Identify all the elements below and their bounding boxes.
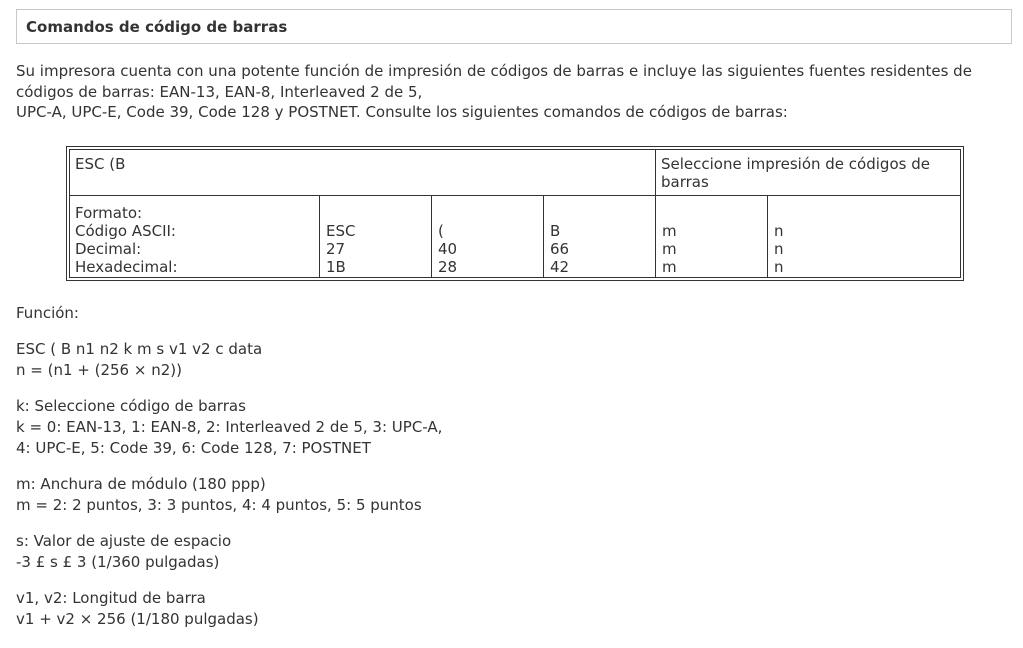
block-line: k = 0: EAN-13, 1: EAN-8, 2: Interleaved 2 de 5, 3: UPC-A,: [16, 418, 443, 436]
value: ESC: [326, 222, 356, 240]
value: B: [550, 222, 561, 240]
col-divider: [319, 195, 320, 277]
block-line: m = 2: 2 puntos, 3: 3 puntos, 4: 4 puntos, 5: 5 puntos: [16, 496, 422, 514]
block-line: ESC ( B n1 n2 k m s v1 v2 c data: [16, 340, 263, 358]
param-m-block: [16, 474, 422, 516]
format-label: Formato:: [75, 204, 143, 222]
value: n: [774, 258, 784, 276]
value: 27: [326, 240, 346, 258]
value: 28: [438, 258, 458, 276]
intro-line: UPC-A, UPC-E, Code 39, Code 128 y POSTNET. Consulte los siguientes comandos de códigos de barras:: [16, 103, 788, 121]
col-divider: [543, 195, 544, 277]
value: n: [774, 240, 784, 258]
section-heading-box: [16, 9, 1012, 44]
value: 1B: [326, 258, 346, 276]
value: n: [774, 222, 784, 240]
format-label: Código ASCII:: [75, 222, 176, 240]
section-heading: Comandos de código de barras: [26, 18, 288, 36]
value: m: [662, 258, 677, 276]
value: m: [662, 222, 677, 240]
col-divider: [655, 150, 656, 277]
value: 42: [550, 258, 570, 276]
value: m: [662, 240, 677, 258]
description-line: Seleccione impresión de códigos de: [661, 155, 930, 173]
param-s-block: [16, 531, 231, 573]
format-label: Decimal:: [75, 240, 142, 258]
intro-line: Su impresora cuenta con una potente función de impresión de códigos de barras e incluye las siguientes fuentes residentes de: [16, 62, 972, 80]
row-divider: [70, 195, 960, 196]
command-table: [66, 146, 964, 281]
block-line: 4: UPC-E, 5: Code 39, 6: Code 128, 7: POSTNET: [16, 439, 371, 457]
value-cell-b: [550, 222, 569, 276]
command-name: ESC (B: [75, 155, 126, 173]
value: 40: [438, 240, 458, 258]
intro-line: códigos de barras: EAN-13, EAN-8, Interleaved 2 de 5,: [16, 82, 423, 101]
description-line: barras: [661, 173, 709, 191]
block-line: m: Anchura de módulo (180 ppp): [16, 475, 266, 493]
block-line: s: Valor de ajuste de espacio: [16, 532, 232, 550]
value: 66: [550, 240, 570, 258]
col-divider: [767, 195, 768, 277]
function-label-text: Función:: [16, 304, 79, 322]
value-cell-n: [774, 222, 784, 276]
syntax-block: [16, 339, 262, 381]
block-line: n = (n1 + (256 × n2)): [16, 361, 182, 379]
value-cell-m: [662, 222, 677, 276]
intro-paragraph: [16, 61, 1006, 123]
value-cell-paren: [438, 222, 457, 276]
description-cell: [661, 155, 930, 191]
col-divider: [431, 195, 432, 277]
command-cell: [75, 155, 125, 173]
format-label: Hexadecimal:: [75, 258, 178, 276]
param-k-block: [16, 396, 442, 459]
block-line: -3 £ s £ 3 (1/360 pulgadas): [16, 553, 220, 571]
block-line: k: Seleccione código de barras: [16, 397, 246, 415]
param-v-block: [16, 588, 259, 630]
function-label: [16, 303, 79, 324]
format-labels-cell: [75, 204, 178, 276]
value-cell-esc: [326, 222, 355, 276]
block-line: v1, v2: Longitud de barra: [16, 589, 206, 607]
value: (: [438, 222, 444, 240]
block-line: v1 + v2 × 256 (1/180 pulgadas): [16, 610, 259, 628]
command-table-inner: [69, 149, 961, 278]
